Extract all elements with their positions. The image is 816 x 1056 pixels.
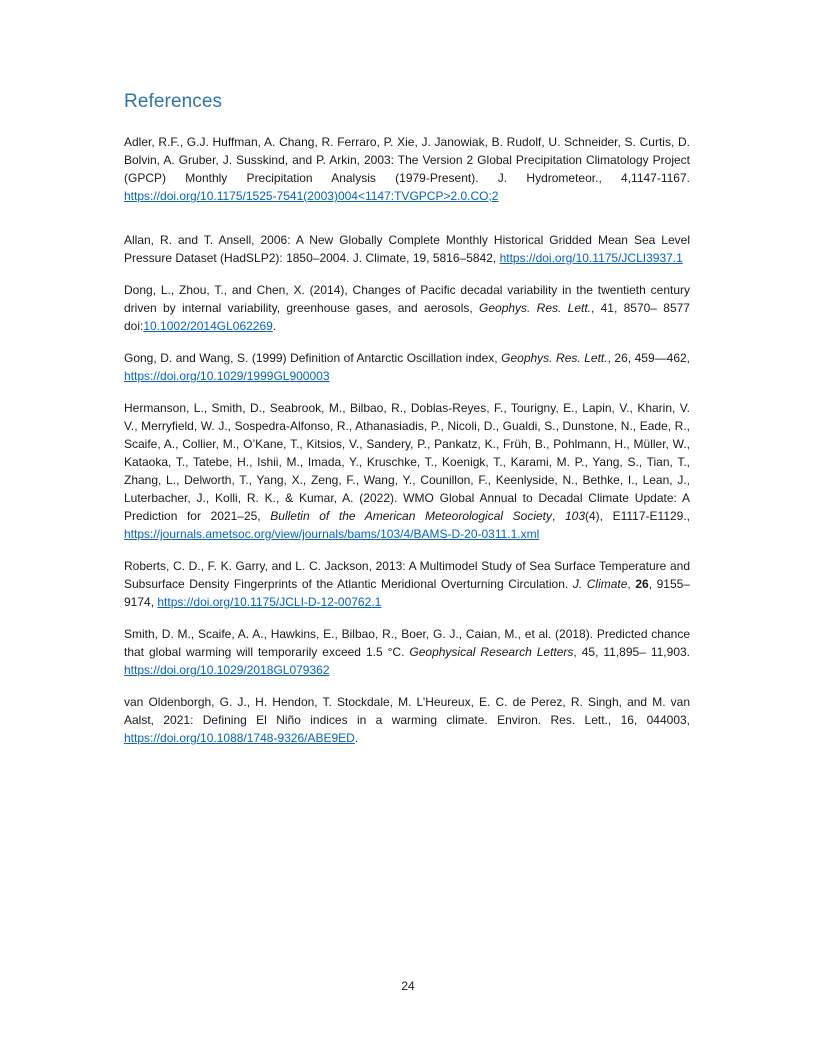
reference-volume: 26 bbox=[635, 577, 649, 591]
reference-allan-2006 bbox=[124, 231, 690, 267]
reference-volume: 103 bbox=[564, 509, 585, 523]
reference-adler-2003 bbox=[124, 133, 690, 205]
reference-gong-1999 bbox=[124, 349, 690, 385]
reference-text: van Oldenborgh, G. J., H. Hendon, T. Stockdale, M. L’Heureux, E. C. de Perez, R. Singh, and M. van Aalst, 2021: Defining El Niño indices in a warming climate. Environ. Res. Lett., 16, 044003, bbox=[124, 695, 690, 727]
reference-text: , 41, 8570– 8577 doi: bbox=[124, 301, 690, 333]
reference-hermanson-2022 bbox=[124, 399, 690, 543]
reference-tail: . bbox=[272, 319, 277, 333]
reference-journal: J. Climate bbox=[572, 577, 628, 591]
reference-text: Hermanson, L., Smith, D., Seabrook, M., Bilbao, R., Doblas-Reyes, F., Tourigny, E., Lapin, V., Kharin, V. V., Merryfield, W. J., Sospedra-Alfonso, R., Athanasiadis, P., Nicoli, D., Gualdi, S., Dunstone, N., Eade, R., Scaife, A., Collier, M., O’Kane, T., Kitsios, V., Sandery, P., Pankatz, K., Früh, B., Pohlmann, H., Müller, W., Kataoka, T., Tatebe, H., Ishii, M., Imada, Y., Kruschke, T., Koenigk, T., Karami, M. P., Yang, S., Tian, T., Zhang, L., Delworth, T., Yang, X., Zeng, F., Wang, Y., Counillon, F., Keenlyside, N., Bethke, I., Lean, J., Luterbacher, J., Kolli, R. K., & Kumar, A. (2022). WMO Global Annual to Decadal Climate Update: A Prediction for 2021–25, bbox=[124, 401, 690, 523]
references-list bbox=[124, 133, 690, 747]
reference-journal: Geophys. Res. Lett. bbox=[479, 301, 591, 315]
reference-text: (4), E1117-E1129., bbox=[585, 509, 691, 523]
reference-tail: . bbox=[354, 731, 359, 745]
reference-text: , 26, 459—462, bbox=[607, 351, 691, 365]
reference-doi-link[interactable]: https://doi.org/10.1029/1999GL900003 bbox=[124, 369, 330, 383]
reference-dong-2014 bbox=[124, 281, 690, 335]
reference-journal: Bulletin of the American Meteorological Society bbox=[270, 509, 553, 523]
reference-smith-2018 bbox=[124, 625, 690, 679]
reference-text: Roberts, C. D., F. K. Garry, and L. C. Jackson, 2013: A Multimodel Study of Sea Surface Temperature and Subsurface Density Fingerprints of the Atlantic Meridional Overturning Circulation. bbox=[124, 559, 690, 591]
reference-text: Adler, R.F., G.J. Huffman, A. Chang, R. Ferraro, P. Xie, J. Janowiak, B. Rudolf, U. Schneider, S. Curtis, D. Bolvin, A. Gruber, J. Susskind, and P. Arkin, 2003: The Version 2 Global Precipitation Climatology Project (GPCP) Monthly Precipitation Analysis (1979-Present). J. Hydrometeor., 4,1147-1167. bbox=[124, 135, 690, 185]
reference-journal: Geophysical Research Letters bbox=[409, 645, 574, 659]
reference-text: , 9155–9174, bbox=[124, 577, 690, 609]
reference-text: Allan, R. and T. Ansell, 2006: A New Globally Complete Monthly Historical Gridded Mean Sea Level Pressure Dataset (HadSLP2): 1850–2004. J. Climate, 19, 5816–5842, bbox=[124, 233, 690, 265]
reference-van-oldenborgh-2021 bbox=[124, 693, 690, 747]
reference-doi-link[interactable]: 10.1002/2014GL062269 bbox=[143, 319, 273, 333]
reference-roberts-2013 bbox=[124, 557, 690, 611]
reference-doi-link[interactable]: https://doi.org/10.1088/1748-9326/ABE9ED bbox=[124, 731, 355, 745]
reference-separator: , bbox=[627, 577, 636, 591]
references-heading: References bbox=[124, 91, 223, 112]
reference-doi-link[interactable]: https://doi.org/10.1175/1525-7541(2003)004<1147:TVGPCP>2.0.CO;2 bbox=[124, 189, 499, 203]
reference-doi-link[interactable]: https://doi.org/10.1175/JCLI3937.1 bbox=[499, 251, 683, 265]
reference-text: Dong, L., Zhou, T., and Chen, X. (2014), Changes of Pacific decadal variability in the twentieth century driven by internal variability, greenhouse gases, and aerosols, bbox=[124, 283, 690, 315]
reference-text: , 45, 11,895– 11,903. bbox=[573, 645, 690, 659]
reference-text: Gong, D. and Wang, S. (1999) Definition of Antarctic Oscillation index, bbox=[124, 351, 502, 365]
reference-text: Smith, D. M., Scaife, A. A., Hawkins, E., Bilbao, R., Boer, G. J., Caian, M., et al. (2018). Predicted chance that global warming will temporarily exceed 1.5 °C. bbox=[124, 627, 690, 659]
reference-doi-link[interactable]: https://doi.org/10.1029/2018GL079362 bbox=[124, 663, 330, 677]
reference-separator: , bbox=[552, 509, 565, 523]
reference-url-link[interactable]: https://journals.ametsoc.org/view/journals/bams/103/4/BAMS-D-20-0311.1.xml bbox=[124, 527, 540, 541]
page-number: 24 bbox=[401, 979, 415, 993]
reference-doi-link[interactable]: https://doi.org/10.1175/JCLI-D-12-00762.1 bbox=[157, 595, 382, 609]
reference-journal: Geophys. Res. Lett. bbox=[501, 351, 608, 365]
